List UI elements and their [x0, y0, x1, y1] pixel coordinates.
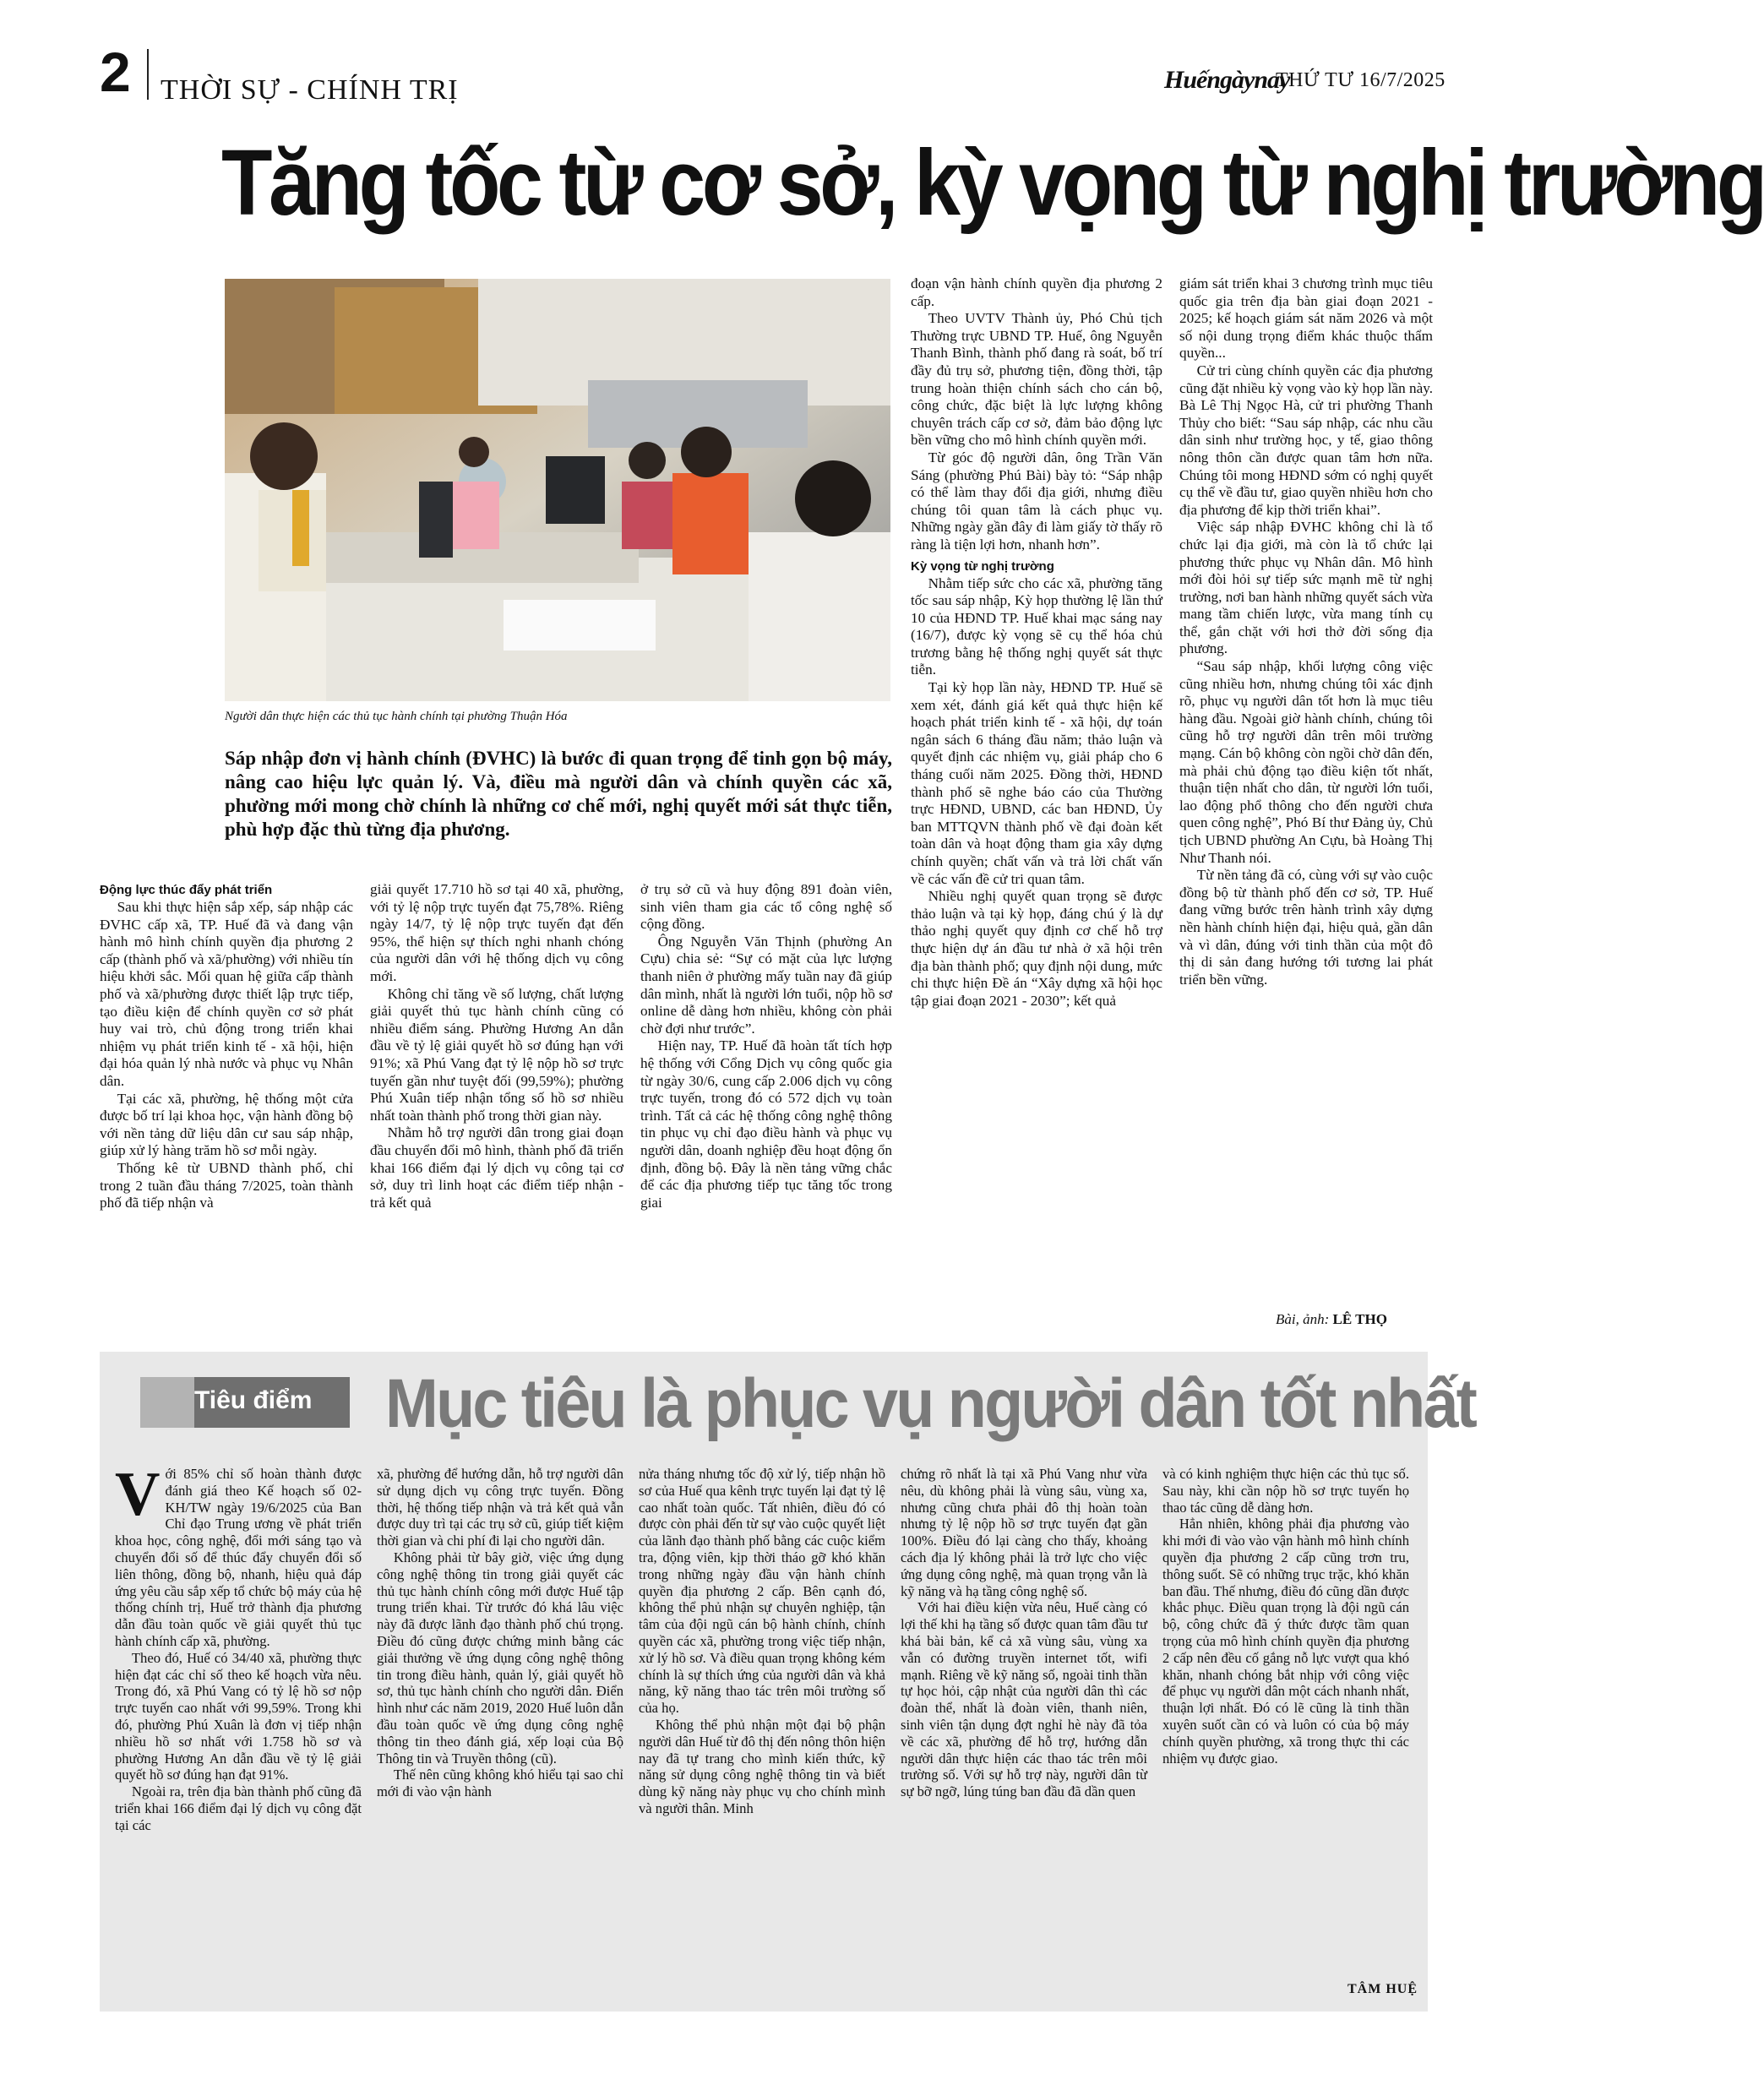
- article-column-5: [1179, 275, 1433, 988]
- article-byline: [1276, 1311, 1387, 1328]
- paragraph: Theo đó, Huế có 34/40 xã, phường thực hiện đạt các chỉ số theo kế hoạch vừa nêu. Trong đó, xã Phú Vang có tỷ lệ hồ sơ nộp trực tuyến cao nhất với 99,59%. Trong khi đó, phường Phú Xuân là đơn vị tiếp nhận nhiều hồ sơ nhất với 1.758 hồ sơ và phường Hương An dẫn đầu về tỷ lệ giải quyết hồ sơ đúng hạn đạt 91%.: [115, 1649, 362, 1783]
- article-column-1: [100, 881, 353, 1212]
- paragraph: Không chỉ tăng về số lượng, chất lượng giải quyết thủ tục hành chính cũng có nhiều điểm sáng. Phường Hương An dẫn đầu về tỷ lệ giải quyết hồ sơ đúng hạn với 91%; xã Phú Vang đạt tỷ lệ nộp hồ sơ trực tuyến gần như tuyệt đối (99,59%); phường Phú Xuân tiếp nhận tổng số hồ sơ nhiều nhất toàn thành phố trong thời gian này.: [370, 985, 623, 1124]
- focus-column-2: [377, 1466, 623, 1800]
- paragraph: Hiện nay, TP. Huế đã hoàn tất tích hợp hệ thống với Cổng Dịch vụ công quốc gia từ ngày 30/6, cung cấp 2.006 dịch vụ công trực tuyến, trong đó có 572 dịch vụ toàn trình. Tất cả các hệ thống công nghệ thông tin phục vụ chỉ đạo điều hành và phục vụ người dân, doanh nghiệp đều hoạt động ổn định, đồng bộ. Đây là nền tảng vững chắc để các địa phương tiếp tục tăng tốc trong giai: [640, 1037, 892, 1211]
- focus-column-1: [115, 1460, 362, 1834]
- paragraph: Theo UVTV Thành ủy, Phó Chủ tịch Thường trực UBND TP. Huế, ông Nguyễn Thanh Bình, thành phố đang rà soát, bố trí đầy đủ trụ sở, phương tiện, đồng thời, tập trung hoàn thiện chính sách cho cán bộ, công chức, đặc biệt là lực lượng không chuyên trách cấp cơ sở, đảm bảo động lực bền vững cho mô hình chính quyền mới.: [911, 310, 1162, 449]
- focus-badge-label: Tiêu điểm: [194, 1386, 313, 1414]
- paragraph: đoạn vận hành chính quyền địa phương 2 cấp.: [911, 275, 1162, 309]
- focus-column-5: [1162, 1466, 1409, 1767]
- article-column-2: [370, 881, 623, 1211]
- paragraph: Nhằm hỗ trợ người dân trong giai đoạn đầu chuyển đổi mô hình, thành phố đã triển khai 166 điểm đại lý dịch vụ công tại cơ sở, duy trì linh hoạt các điểm tiếp nhận - trả kết quả: [370, 1124, 623, 1211]
- paragraph: Nhiều nghị quyết quan trọng sẽ được thảo luận và tại kỳ họp, đáng chú ý là dự thảo nghị quyết quy định cơ chế hỗ trợ thực hiện dự án đầu tư nhà ở xã hội trên địa bàn thành phố; quy định nội dung, mức chi thực hiện Đề án “Xây dựng xã hội học tập giai đoạn 2021 - 2030”; kết quả: [911, 888, 1162, 1009]
- paragraph: Không phải từ bây giờ, việc ứng dụng công nghệ thông tin trong giải quyết các thủ tục hành chính công mới được Huế tập trung triển khai. Từ trước đó khá lâu việc này đã được lãnh đạo thành phố chú trọng. Điều đó cũng được chứng minh bằng các giải thưởng về ứng dụng công nghệ thông tin trong điều hành, quản lý, giải quyết hồ sơ, thủ tục hành chính cho người dân. Điển hình như các năm 2019, 2020 Huế luôn dẫn đầu toàn quốc về ứng dụng công nghệ thông tin theo đánh giá, xếp loại của Bộ Thông tin và Truyền thông (cũ).: [377, 1549, 623, 1767]
- paragraph: Thế nên cũng không khó hiểu tại sao chỉ mới đi vào vận hành: [377, 1767, 623, 1800]
- paragraph: và có kinh nghiệm thực hiện các thủ tục số. Sau này, khi cần nộp hồ sơ trực tuyến họ thao tác cũng dễ dàng hơn.: [1162, 1466, 1409, 1516]
- photo-caption: Người dân thực hiện các thủ tục hành chính tại phường Thuận Hóa: [225, 710, 568, 723]
- paragraph: giải quyết 17.710 hồ sơ tại 40 xã, phường, với tỷ lệ nộp trực tuyến đạt 75,78%. Riêng ngày 14/7, tỷ lệ nộp trực tuyến đạt đến 95%, thể hiện sự thích nghi nhanh chóng của người dân với hệ thống dịch vụ công mới.: [370, 881, 623, 984]
- article-column-3: [640, 881, 892, 1211]
- paragraph: Thống kê từ UBND thành phố, chỉ trong 2 tuần đầu tháng 7/2025, toàn thành phố đã tiếp nhận và: [100, 1159, 353, 1211]
- subhead-expectations: Kỳ vọng từ nghị trường: [911, 558, 1054, 574]
- paragraph: chứng rõ nhất là tại xã Phú Vang như vừa nêu, dù không phải là vùng sâu, vùng xa, nhưng cũng chưa phải đô thị hoàn toàn nhưng tỷ lệ nộp hồ sơ trực tuyến đạt gần 100%. Điều đó lại càng cho thấy, khoảng cách địa lý không phải là trở lực cho việc ứng dụng công nghệ, mà quan trọng vẫn là kỹ năng và hạ tầng công nghệ số.: [901, 1466, 1147, 1599]
- issue-date: THỨ TƯ 16/7/2025: [1276, 69, 1446, 91]
- byline-prefix: Bài, ảnh:: [1276, 1311, 1330, 1327]
- section-label: THỜI SỰ - CHÍNH TRỊ: [161, 74, 459, 106]
- paragraph: Việc sáp nhập ĐVHC không chỉ là tổ chức lại địa giới, mà còn là tổ chức lại phương thức phục vụ Nhân dân. Mô hình mới đòi hỏi sự tiếp sức mạnh mẽ từ nghị trường, nơi ban hành những quyết sách vừa mang tầm chiến lược, vừa mang tính cụ thể, gắn chặt với hơi thở đời sống địa phương.: [1179, 519, 1433, 657]
- byline-author: LÊ THỌ: [1332, 1311, 1387, 1327]
- drop-cap: V: [115, 1460, 161, 1529]
- paragraph: Từ nền tảng đã có, cùng với sự vào cuộc đồng bộ từ thành phố đến cơ sở, TP. Huế đang vững bước trên hành trình xây dựng nền hành chính hiện đại, hiệu quả, gần dân và vì dân, đúng với tinh thần của một đô thị di sản đang hướng tới tương lai phát triển bền vững.: [1179, 867, 1433, 988]
- paragraph: ới 85% chỉ số hoàn thành được đánh giá theo Kế hoạch số 02-KH/TW ngày 19/6/2025 của Ban Chỉ đạo Trung ương về phát triển khoa học, công nghệ, đổi mới sáng tạo và chuyển đổi số để thúc đẩy chuyển đổi số liên thông, đồng bộ, nhanh, hiệu quả đáp ứng yêu cầu sắp xếp tổ chức bộ máy của hệ thống chính trị, Huế trở thành địa phương dẫn đầu toàn quốc về giải quyết thủ tục hành chính cấp xã, phường.: [115, 1466, 362, 1649]
- paragraph: Hẳn nhiên, không phải địa phương vào khi mới đi vào vào vận hành mô hình chính quyền địa phương 2 cấp cũng trơn tru, thông suốt. Sẽ có những trục trặc, khó khăn ban đầu. Thế nhưng, điều đó cũng dần được khắc phục. Điều quan trọng là đội ngũ cán bộ, công chức đã ý thức được tầm quan trọng của mô hình chính quyền địa phương 2 cấp nên đều cố gắng nỗ lực vượt qua khó khăn, nhanh chóng bắt nhịp với công việc để phục vụ người dân một cách nhanh nhất, thuận lợi nhất. Đó có lẽ cũng là tinh thần xuyên suốt cần có và luôn có của bộ máy chính quyền phường, xã trong thực thi các nhiệm vụ được giao.: [1162, 1516, 1409, 1767]
- paragraph: Sau khi thực hiện sắp xếp, sáp nhập các ĐVHC cấp xã, TP. Huế đã và đang vận hành mô hình chính quyền địa phương 2 cấp (thành phố và xã/phường) với nhiều tín hiệu khởi sắc. Mối quan hệ giữa cấp thành phố và xã/phường được thiết lập trực tiếp, tạo điều kiện để chính quyền cơ sở phát huy vai trò, chủ động trong triển khai nhiệm vụ phát triển kinh tế - xã hội, hiện đại hóa quản lý nhà nước và phục vụ Nhân dân.: [100, 899, 353, 1089]
- paragraph: Ngoài ra, trên địa bàn thành phố cũng đã triển khai 166 điểm đại lý dịch vụ công đặt tại các: [115, 1783, 362, 1833]
- article-photo: [225, 279, 890, 701]
- paragraph: Cử tri cùng chính quyền các địa phương cũng đặt nhiều kỳ vọng vào kỳ họp lần này. Bà Lê Thị Ngọc Hà, cử tri phường Thanh Thủy cho biết: “Sau sáp nhập, các nhu cầu dân sinh như trường học, y tế, giao thông nông thôn cần được quan tâm hơn nữa. Chúng tôi mong HĐND sớm có nghị quyết cụ thể về đầu tư, giao quyền nhiều hơn cho địa phương để kịp thời triển khai”.: [1179, 362, 1433, 518]
- focus-column-3: [639, 1466, 885, 1817]
- paragraph: Tại các xã, phường, hệ thống một cửa được bố trí lại khoa học, vận hành đồng bộ với nền tảng dữ liệu dân cư sau sáp nhập, giúp xử lý hàng trăm hồ sơ mỗi ngày.: [100, 1090, 353, 1159]
- newspaper-logo: Huếngàynay: [1164, 66, 1290, 94]
- header-divider: [147, 49, 149, 100]
- paragraph: ở trụ sở cũ và huy động 891 đoàn viên, sinh viên tham gia các tổ công nghệ số cộng đồng.: [640, 881, 892, 933]
- paragraph: Với hai điều kiện vừa nêu, Huế càng có lợi thế khi hạ tầng số được quan tâm đầu tư khá bài bản, kể cả xã vùng sâu, vùng xa vẫn có đường truyền internet tốt, wifi mạnh. Riêng về kỹ năng số, ngoài tinh thần tự học hỏi, cập nhật của người dân thì các đoàn thể, nhất là đoàn viên, thanh niên, sinh viên tận dụng đợt nghỉ hè này đã tỏa về các xã, phường để hỗ trợ, hướng dẫn người dân thực hiện các thao tác trên môi trường số. Với sự hỗ trợ này, người dân từ sự bỡ ngỡ, lúng túng ban đầu đã dần quen: [901, 1599, 1147, 1800]
- focus-column-4: [901, 1466, 1147, 1800]
- paragraph: Nhằm tiếp sức cho các xã, phường tăng tốc sau sáp nhập, Kỳ họp thường lệ lần thứ 10 của HĐND TP. Huế khai mạc sáng nay (16/7), được kỳ vọng sẽ cụ thể hóa chủ trương bằng hệ thống nghị quyết sát thực tiễn.: [911, 574, 1162, 678]
- paragraph: Ông Nguyễn Văn Thịnh (phường An Cựu) chia sẻ: “Sự có mặt của lực lượng thanh niên ở phường mấy tuần nay đã giúp dân mình, nhất là người lớn tuổi, nộp hồ sơ online dễ dàng hơn nhiều, không còn phải chờ đợi như trước”.: [640, 933, 892, 1037]
- focus-title: Mục tiêu là phục vụ người dân tốt nhất: [385, 1365, 1476, 1442]
- article-headline: Tăng tốc từ cơ sở, kỳ vọng từ nghị trường: [221, 131, 1764, 235]
- paragraph: Từ góc độ người dân, ông Trần Văn Sáng (phường Phú Bài) bày tỏ: “Sáp nhập có thể làm thay đổi địa giới, nhưng điều chúng tôi quan tâm là cách phục vụ. Những ngày gần đây đi làm giấy tờ thấy rõ ràng là tiện lợi hơn, nhanh hơn”.: [911, 449, 1162, 553]
- paragraph: “Sau sáp nhập, khối lượng công việc cũng nhiều hơn, nhưng chúng tôi xác định rõ, phục vụ người dân tốt hơn là mục tiêu hàng đầu. Ngoài giờ hành chính, chúng tôi cũng hỗ trợ người dân trên môi trường mạng. Cán bộ không còn ngồi chờ dân đến, mà phải chủ động tạo điều kiện tốt nhất, thuận tiện nhất cho dân, từ người lớn tuổi, lao động phổ thông cho đến người chưa quen công nghệ”, Phó Bí thư Đảng ủy, Chủ tịch UBND phường An Cựu, bà Hoàng Thị Như Thanh nói.: [1179, 658, 1433, 866]
- focus-byline: TÂM HUỆ: [1348, 1982, 1418, 1996]
- subhead-development: Động lực thúc đẩy phát triển: [100, 883, 273, 897]
- paragraph: xã, phường để hướng dẫn, hỗ trợ người dân sử dụng dịch vụ công trực tuyến. Đồng thời, hệ thống tiếp nhận và trả kết quả vẫn được duy trì tại các trụ sở cũ, giúp tiết kiệm thời gian và chi phí đi lại cho người dân.: [377, 1466, 623, 1549]
- article-lead: Sáp nhập đơn vị hành chính (ĐVHC) là bước đi quan trọng để tinh gọn bộ máy, nâng cao hiệu lực quản lý. Và, điều mà người dân và chính quyền các xã, phường mới mong chờ chính là những cơ chế mới, nghị quyết mới sát thực tiễn, phù hợp đặc thù từng địa phương.: [225, 748, 892, 840]
- photo-office-scene-image: [225, 279, 890, 701]
- paragraph: Không thể phủ nhận một đại bộ phận người dân Huế từ đô thị đến nông thôn hiện nay đã tự trang cho mình kiến thức, kỹ năng sử dụng công nghệ thông tin và biết dùng kỹ năng này phục vụ cho chính mình và người thân. Minh: [639, 1716, 885, 1816]
- paragraph: Tại kỳ họp lần này, HĐND TP. Huế sẽ xem xét, đánh giá kết quả thực hiện kế hoạch phát triển kinh tế - xã hội, dự toán ngân sách 6 tháng đầu năm; thảo luận và quyết định các nhiệm vụ, giải pháp cho 6 tháng cuối năm 2025. Đồng thời, HĐND thành phố sẽ nghe báo cáo của Thường trực HĐND, UBND, các ban HĐND, Ủy ban MTTQVN thành phố về đại đoàn kết toàn dân và hoạt động tham gia xây dựng chính quyền; chất vấn và trả lời chất vấn về các vấn đề cử tri quan tâm.: [911, 679, 1162, 887]
- paragraph: nửa tháng nhưng tốc độ xử lý, tiếp nhận hồ sơ của Huế qua kênh trực tuyến lại đạt tỷ lệ cao nhất toàn quốc. Tất nhiên, điều đó có được còn phải đến từ sự vào cuộc quyết liệt của lãnh đạo thành phố bằng các cuộc kiểm tra, động viên, kịp thời tháo gỡ khó khăn trong những ngày đầu vận hành chính quyền địa phương 2 cấp. Bên cạnh đó, không thể phủ nhận sự chuyên nghiệp, tận tâm của đội ngũ cán bộ hành chính, chính quyền các xã, phường trong việc tiếp nhận, xử lý hồ sơ. Và điều quan trọng không kém chính là sự thích ứng của người dân và khả năng, kỹ năng thao tác trên môi trường số của họ.: [639, 1466, 885, 1717]
- article-column-4: [911, 275, 1162, 1010]
- paragraph: giám sát triển khai 3 chương trình mục tiêu quốc gia trên địa bàn giai đoạn 2021 - 2025; kế hoạch giám sát năm 2026 và một số nội dung trọng điểm khác thuộc thẩm quyền...: [1179, 275, 1433, 362]
- page-number: 2: [100, 41, 131, 103]
